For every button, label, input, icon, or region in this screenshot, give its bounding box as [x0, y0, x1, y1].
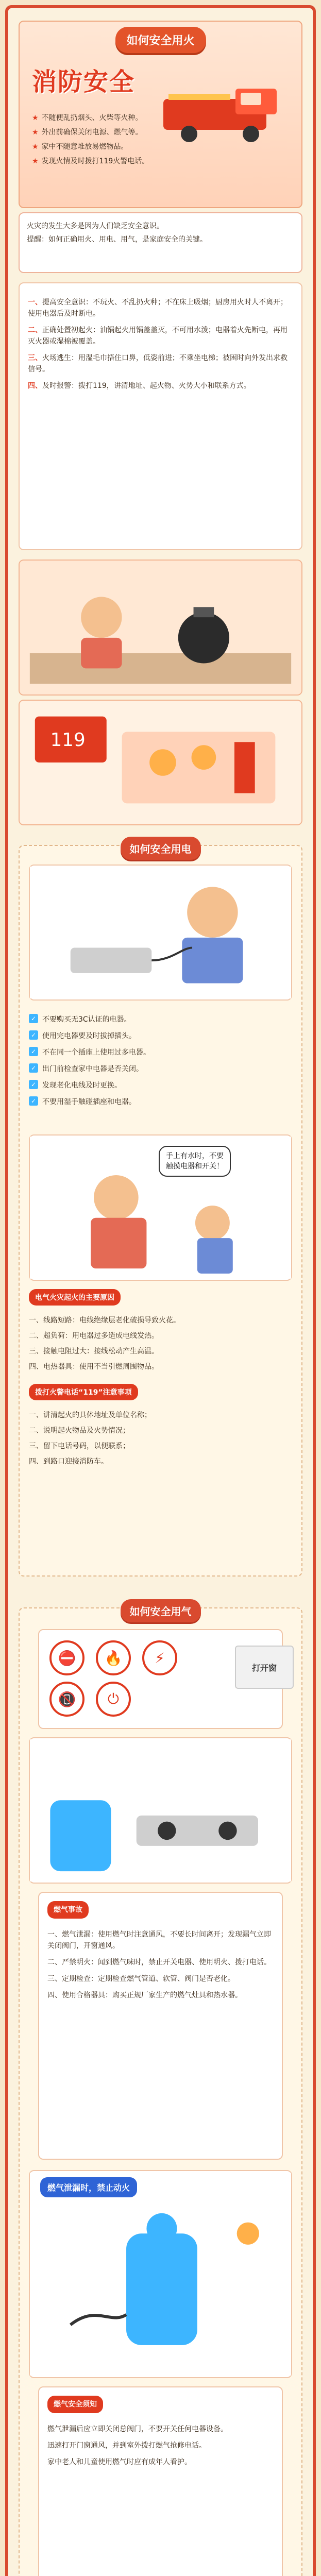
warnings-title: 电气火灾起火的主要原因 [29, 1289, 121, 1306]
header-bullet: ★ 发现火情及时拨打119火警电话。 [32, 157, 149, 165]
header-badge: 如何安全用火 [115, 27, 206, 53]
check-icon: ✓ [29, 1047, 38, 1056]
electric-checklist [29, 1009, 292, 1113]
plug-illustration [30, 866, 291, 999]
gas-leak-scene [30, 2171, 291, 2377]
header-banner [19, 21, 302, 208]
intro-strip [19, 212, 302, 273]
header-bullet: ★ 家中不随意堆放易燃物品。 [32, 143, 128, 151]
no-phone-icon: 📵 [49, 1682, 85, 1717]
section-electric [19, 845, 302, 1577]
check-item: ✓ 发现老化电线及时更换。 [29, 1080, 292, 1091]
check-icon: ✓ [29, 1030, 38, 1040]
paragraph: 家中老人和儿童使用燃气时应有成年人看护。 [47, 2458, 192, 2466]
gas-text-block [38, 1892, 283, 2160]
paragraph: 二、正确处置初起火：油锅起火用锅盖盖灭，不可用水泼；电器着火先断电，再用灭火器或湿棉被覆盖。 [28, 326, 288, 346]
check-icon: ✓ [29, 1014, 38, 1023]
no-spark-icon: ⚡ [142, 1640, 177, 1675]
gas-icon-grid [38, 1629, 283, 1729]
tips-title: 拨打火警电话“119”注意事项 [29, 1384, 138, 1400]
gas-more-title: 燃气安全须知 [47, 2396, 103, 2413]
paragraph: 三、火场逃生：用湿毛巾捂住口鼻，低姿前进；不乘坐电梯；被困时向外发出求救信号。 [28, 354, 288, 374]
tip-item: 一、讲清起火的具体地址及单位名称； [29, 1411, 151, 1419]
paragraph: 迅速打开门窗通风，并到室外拨打燃气抢修电话。 [47, 2442, 206, 2450]
check-icon: ✓ [29, 1096, 38, 1106]
warning-item: 三、接触电阻过大：接线松动产生高温。 [29, 1347, 159, 1355]
check-item: ✓ 不在同一个插座上使用过多电器。 [29, 1047, 292, 1058]
kitchen-illustration [20, 561, 301, 694]
paragraph: 四、使用合格器具：购买正规厂家生产的燃气灶具和热水器。 [47, 1991, 242, 1999]
star-icon: ★ [32, 128, 39, 137]
check-item: ✓ 不要购买无3C认证的电器。 [29, 1014, 292, 1025]
star-icon: ★ [32, 114, 39, 122]
cooking-illustration [19, 560, 302, 696]
gas-leak-illustration [29, 2170, 292, 2378]
tip-item: 二、说明起火物品及火势情况； [29, 1427, 130, 1435]
page-title: 消防安全 [32, 67, 136, 96]
electric-illustration [29, 865, 292, 1001]
paragraph: 一、提高安全意识：不玩火、不乱扔火种；不在床上吸烟；厨房用火时人不离开；使用电器后及时断电。 [28, 298, 288, 318]
tip-item: 四、到路口迎接消防车。 [29, 1458, 108, 1466]
svg-text:119: 119 [50, 730, 86, 751]
star-icon: ★ [32, 157, 39, 165]
check-icon: ✓ [29, 1063, 38, 1073]
speech-bubble: 手上有水时，不要 触摸电器和开关！ [159, 1146, 231, 1177]
warnings-list [29, 1315, 292, 1372]
check-icon: ✓ [29, 1080, 38, 1089]
section-tag: 如何安全用气 [121, 1599, 201, 1622]
no-switch-icon: ⏻ [96, 1682, 131, 1717]
paragraph: 四、及时报警：拨打119，讲清地址、起火物、火势大小和联系方式。 [28, 382, 251, 390]
gas-warning-banner: 燃气泄漏时，禁止动火 [40, 2177, 137, 2197]
warning-item: 四、电热器具：使用不当引燃周围物品。 [29, 1363, 159, 1371]
fire-scene-illustration [20, 701, 301, 824]
child-illustration [29, 1134, 292, 1281]
intro-line: 火灾的发生大多是因为人们缺乏安全意识。 [27, 222, 164, 230]
gas-stove-illustration [30, 1738, 291, 1883]
warning-item: 一、线路短路：电线绝缘层老化破损导致火花。 [29, 1316, 180, 1325]
tips-list [29, 1410, 292, 1467]
check-item: ✓ 使用完电器要及时拔掉插头。 [29, 1030, 292, 1042]
warning-item: 二、超负荷：用电器过多造成电线发热。 [29, 1332, 159, 1340]
electric-warnings [29, 1289, 292, 1471]
fire-119-illustration [19, 700, 302, 825]
no-fire-icon: 🔥 [96, 1640, 131, 1675]
fire-safety-paragraphs [19, 282, 302, 550]
section-gas [19, 1607, 302, 2576]
paragraph: 二、严禁明火：闻到燃气味时，禁止开关电器、使用明火、拨打电话。 [47, 1958, 271, 1967]
gas-more-text [38, 2386, 283, 2576]
paragraph: 三、定期检查：定期检查燃气管道、软管、阀门是否老化。 [47, 1975, 235, 1983]
paragraph: 燃气泄漏后应立即关闭总阀门，不要开关任何电器设备。 [47, 2425, 228, 2433]
gas-kitchen-illustration [29, 1737, 292, 1884]
check-item: ✓ 出门前检查家中电器是否关闭。 [29, 1063, 292, 1075]
header-bullets [32, 109, 152, 170]
no-smoking-icon: ⛔ [49, 1640, 85, 1675]
intro-line: 提醒：如何正确用火、用电、用气，是家庭安全的关键。 [27, 235, 207, 244]
paragraph: 一、燃气泄漏：使用燃气时注意通风，不要长时间离开；发现漏气立即关闭阀门，开窗通风。 [47, 1930, 271, 1950]
check-item: ✓ 不要用湿手触碰插座和电器。 [29, 1096, 292, 1108]
gas-subtitle: 燃气事故 [47, 1901, 89, 1919]
tip-item: 三、留下电话号码，以便联系； [29, 1442, 130, 1450]
fire-truck-icon [158, 78, 292, 145]
section-tag: 如何安全用电 [121, 837, 201, 860]
star-icon: ★ [32, 143, 39, 151]
open-window-board: 打开窗 [235, 1646, 294, 1689]
header-bullet: ★ 不随便乱扔烟头、火柴等火种。 [32, 114, 143, 122]
header-bullet: ★ 外出前确保关闭电源、燃气等。 [32, 128, 143, 137]
